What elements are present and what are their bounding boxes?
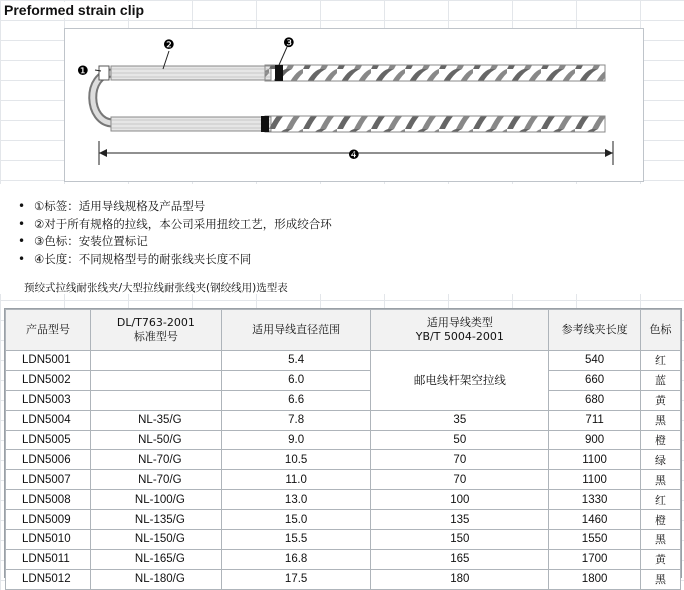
cell-wire-type-merged: 邮电线杆架空拉线: [371, 351, 549, 411]
cell-model: LDN5002: [6, 370, 91, 390]
cell-standard: NL-70/G: [90, 450, 221, 470]
cell-standard: [90, 351, 221, 371]
cell-diameter: 15.0: [221, 510, 371, 530]
cell-length: 711: [549, 410, 641, 430]
cell-model: LDN5005: [6, 430, 91, 450]
color-mark-bottom: [261, 116, 269, 132]
note-item: • ③色标：安装位置标记: [18, 233, 332, 251]
cell-model: LDN5007: [6, 470, 91, 490]
table-row: [6, 490, 681, 510]
cell-diameter: 15.5: [221, 530, 371, 550]
cell-length: 1550: [549, 530, 641, 550]
page-title: Preformed strain clip: [4, 2, 148, 18]
cell-color: 红: [641, 351, 681, 371]
notes-section: [0, 184, 684, 294]
clip-rod: [93, 65, 605, 132]
cell-color: 蓝: [641, 370, 681, 390]
cell-model: LDN5011: [6, 549, 91, 569]
cell-color: 黑: [641, 530, 681, 550]
cell-model: LDN5010: [6, 530, 91, 550]
cell-length: 1460: [549, 510, 641, 530]
cell-color: 橙: [641, 510, 681, 530]
cell-model: LDN5006: [6, 450, 91, 470]
cell-model: LDN5009: [6, 510, 91, 530]
cell-length: 1800: [549, 569, 641, 589]
cell-length: 1330: [549, 490, 641, 510]
table-caption: 预绞式拉线耐张线夹/大型拉线耐张线夹(钢绞线用)选型表: [24, 282, 288, 294]
label-tag: [99, 66, 109, 80]
header-standard-line1: DL/T763-2001: [116, 316, 195, 329]
color-mark-top: [275, 65, 283, 81]
cell-standard: NL-100/G: [90, 490, 221, 510]
cell-length: 660: [549, 370, 641, 390]
cell-color: 绿: [641, 450, 681, 470]
note-item: • ④长度：不同规格型号的耐张线夹长度不同: [18, 251, 332, 269]
cell-color: 黑: [641, 470, 681, 490]
header-wire-type: [371, 310, 549, 351]
cell-diameter: 6.6: [221, 390, 371, 410]
strain-clip-diagram: [64, 28, 644, 182]
cell-length: 1100: [549, 450, 641, 470]
table-row: [6, 410, 681, 430]
callout-4: ❹: [348, 148, 360, 163]
cell-diameter: 17.5: [221, 569, 371, 589]
table-row: [6, 530, 681, 550]
header-wire-type-line2: YB/T 5004-2001: [415, 330, 504, 343]
cell-standard: NL-35/G: [90, 410, 221, 430]
cell-model: LDN5003: [6, 390, 91, 410]
cell-model: LDN5012: [6, 569, 91, 589]
cell-diameter: 9.0: [221, 430, 371, 450]
cell-color: 黄: [641, 390, 681, 410]
table-row: [6, 430, 681, 450]
cell-diameter: 5.4: [221, 351, 371, 371]
cell-model: LDN5004: [6, 410, 91, 430]
cell-length: 680: [549, 390, 641, 410]
header-length: 参考线夹长度: [549, 310, 641, 351]
cell-length: 1100: [549, 470, 641, 490]
table-row: [6, 390, 681, 410]
header-model: 产品型号: [6, 310, 91, 351]
cell-diameter: 16.8: [221, 549, 371, 569]
notes-list: [18, 198, 332, 268]
header-standard-line2: 标准型号: [133, 330, 178, 343]
selection-table: [4, 308, 682, 587]
header-color: 色标: [641, 310, 681, 351]
cell-wire-type: 50: [371, 430, 549, 450]
strain-clip-drawing: [65, 29, 643, 181]
table-row: [6, 450, 681, 470]
cell-standard: NL-135/G: [90, 510, 221, 530]
cell-wire-type: 150: [371, 530, 549, 550]
cell-wire-type: 70: [371, 470, 549, 490]
cell-standard: NL-50/G: [90, 430, 221, 450]
cell-standard: NL-165/G: [90, 549, 221, 569]
header-standard: [90, 310, 221, 351]
note-item: • ①标签：适用导线规格及产品型号: [18, 198, 332, 216]
table-row: [6, 470, 681, 490]
cell-model: LDN5001: [6, 351, 91, 371]
cell-wire-type: 135: [371, 510, 549, 530]
cell-diameter: 7.8: [221, 410, 371, 430]
cell-wire-type: 100: [371, 490, 549, 510]
note-item: • ②对于所有规格的拉线，本公司采用扭绞工艺，形成绞合环: [18, 216, 332, 234]
table-row: [6, 370, 681, 390]
cell-diameter: 10.5: [221, 450, 371, 470]
callout-3: ❸: [283, 36, 295, 51]
table-header-row: [6, 310, 681, 351]
cell-diameter: 6.0: [221, 370, 371, 390]
cell-color: 红: [641, 490, 681, 510]
cell-color: 黄: [641, 549, 681, 569]
cell-color: 黑: [641, 410, 681, 430]
cell-wire-type: 70: [371, 450, 549, 470]
header-diameter: 适用导线直径范围: [221, 310, 371, 351]
cell-wire-type: 35: [371, 410, 549, 430]
table-row: [6, 549, 681, 569]
cell-color: 黑: [641, 569, 681, 589]
cell-diameter: 11.0: [221, 470, 371, 490]
cell-standard: [90, 390, 221, 410]
cell-length: 540: [549, 351, 641, 371]
cell-length: 900: [549, 430, 641, 450]
cell-length: 1700: [549, 549, 641, 569]
header-wire-type-line1: 适用导线类型: [426, 316, 493, 329]
cell-diameter: 13.0: [221, 490, 371, 510]
cell-standard: NL-150/G: [90, 530, 221, 550]
cell-wire-type: 180: [371, 569, 549, 589]
cell-standard: NL-70/G: [90, 470, 221, 490]
callout-1: ❶: [77, 64, 89, 79]
cell-model: LDN5008: [6, 490, 91, 510]
table-row: [6, 510, 681, 530]
callout-2: ❷: [163, 38, 175, 53]
table-row: [6, 351, 681, 371]
cell-standard: NL-180/G: [90, 569, 221, 589]
cell-color: 橙: [641, 430, 681, 450]
cell-standard: [90, 370, 221, 390]
cell-wire-type: 165: [371, 549, 549, 569]
table-row: [6, 569, 681, 589]
